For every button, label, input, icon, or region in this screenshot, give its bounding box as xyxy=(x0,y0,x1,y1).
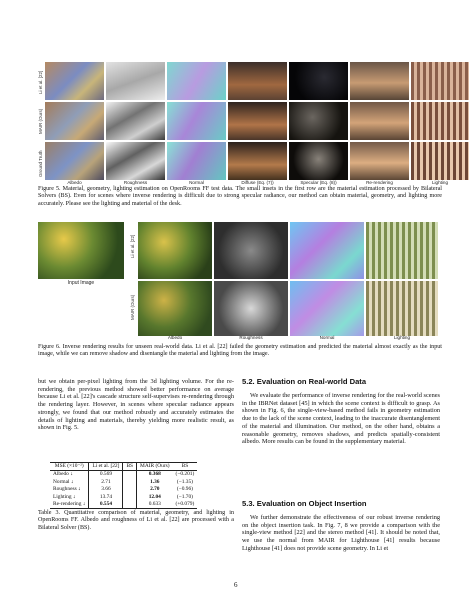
fig6-li-albedo xyxy=(138,222,212,279)
fig5-col-label-roughness: Roughness xyxy=(123,180,148,185)
fig6-col-label-lighting: Lighting xyxy=(393,335,411,340)
section-5-3-heading: 5.3. Evaluation on Object Insertion xyxy=(242,499,367,508)
table-row: Albedo ↓ 0.569 0.368 (−0.201) xyxy=(50,471,197,479)
fig6-mair-albedo xyxy=(138,281,212,336)
fig6-row-label-mair: MAIR (Ours) xyxy=(130,294,135,320)
fig6-col-label-albedo: Albedo xyxy=(167,335,183,340)
fig6-input-label: Input Image xyxy=(67,280,95,286)
fig5-gt-rerender xyxy=(350,142,409,180)
table3-header-mair: MAIR (Ours) xyxy=(137,463,173,471)
section-5-3-text: We further demonstrate the effectiveness of our robust inverse rendering on the object insertion task. In Fig. 7, 8 we provide a comparison with the single-view method [22] and the stereo method [41]. It should be noted that, we use the normal from MAIR for Lighthouse [41] results because Lighthouse [41] does not provide scene geometry. In Li et xyxy=(242,514,440,552)
figure-6 xyxy=(38,222,438,340)
fig5-col-label-albedo: Albedo xyxy=(67,180,82,185)
fig5-col-label-specular: Specular (Eq. (8)) xyxy=(300,180,337,185)
fig5-li-diffuse xyxy=(228,62,287,100)
fig5-li-specular xyxy=(289,62,348,100)
fig5-mair-rerender xyxy=(350,102,409,140)
fig5-row-label-mair: MAIR (Ours) xyxy=(38,108,43,134)
fig5-row-label-gt: Ground Truth xyxy=(38,150,43,177)
fig5-col-label-diffuse: Diffuse (Eq. (7)) xyxy=(241,180,274,185)
table3-header-li: Li et al. [22] xyxy=(89,463,123,471)
table3-header-mair-bs: BS xyxy=(173,463,198,471)
fig5-col-label-lighting: Lighting xyxy=(431,180,449,185)
fig5-mair-diffuse xyxy=(228,102,287,140)
figure-6-caption: Figure 6. Inverse rendering results for unseen real-world data. Li et al. [22] failed the geometry estimation and predicted the material almost exactly as the input image, while we can remove shadow and disentangle the material and lighting from the image. xyxy=(38,344,442,358)
fig5-li-albedo xyxy=(45,62,104,100)
fig6-col-label-roughness: Roughness xyxy=(239,335,263,340)
table-3-caption: Table 3. Quantitative comparison of material, geometry, and lighting in OpenRooms FF. Albedo and roughness of Li et al. [22] are processed with a Bilateral Solver (BS). xyxy=(38,510,234,531)
fig5-mair-specular xyxy=(289,102,348,140)
fig6-row-label-li: Li et al. [22] xyxy=(130,234,135,258)
table-3 xyxy=(50,462,197,509)
fig5-mair-roughness xyxy=(106,102,165,140)
fig6-input-image xyxy=(38,222,124,279)
table-row: Normal ↓ 2.71 1.36 (−1.35) xyxy=(50,479,197,486)
table3-header-li-bs: BS xyxy=(123,463,137,471)
fig6-mair-normal xyxy=(290,281,364,336)
fig6-li-roughness xyxy=(214,222,288,279)
section-5-2-text: We evaluate the performance of inverse rendering for the real-world scenes in the IBRNet dataset [45] in which the scene context is difficult to grasp. As shown in Fig. 6, the single-view-based method fails in geometry estimation due to the lack of the scene context, leading to the inaccurate disentanglement of the material and illumination. Our method, on the other hand, obtains a reasonable geometry, removes shadows, and predicts spatially-consistent albedo. More results can be found in the supplementary material. xyxy=(242,392,440,446)
page-number: 6 xyxy=(234,581,238,589)
figure-5 xyxy=(38,62,470,186)
fig5-mair-lighting xyxy=(411,102,469,140)
table-row: Lighting ↓ 13.74 12.04 (−1.70) xyxy=(50,494,197,501)
fig5-gt-albedo xyxy=(45,142,104,180)
fig5-gt-normal xyxy=(167,142,226,180)
fig5-gt-roughness xyxy=(106,142,165,180)
fig5-mair-albedo xyxy=(45,102,104,140)
fig5-row-label-li: Li et al. [22] xyxy=(38,70,43,94)
fig6-col-label-normal: Normal xyxy=(319,335,335,340)
fig5-gt-diffuse xyxy=(228,142,287,180)
table-row: Re-rendering ↓ 0.554 0.633 (+0.079) xyxy=(50,501,197,509)
fig5-li-normal xyxy=(167,62,226,100)
fig5-gt-specular xyxy=(289,142,348,180)
figure-5-caption: Figure 5. Material, geometry, lighting estimation on OpenRooms FF test data. The small insets in the first row are the material estimation processed by Bilateral Solvers (BS). Even for scenes where inverse rendering is difficult due to strong specular radiance, our method can obtain material, geometry, and lighting more accurately. Please see the lighting and material of the desk. xyxy=(38,186,442,207)
table3-header-metric: MSE (×10⁻²) xyxy=(50,463,89,471)
fig5-col-label-rerender: Re-rendering xyxy=(366,180,393,185)
fig5-li-rerender xyxy=(350,62,409,100)
fig6-mair-lighting xyxy=(366,281,438,336)
fig5-mair-normal xyxy=(167,102,226,140)
section-5-2-heading: 5.2. Evaluation on Real-world Data xyxy=(242,377,367,386)
table-row: Roughness ↓ 3.66 2.70 (−0.96) xyxy=(50,486,197,493)
fig5-li-roughness xyxy=(106,62,165,100)
fig6-li-lighting xyxy=(366,222,438,279)
fig5-gt-lighting xyxy=(411,142,469,180)
fig6-li-normal xyxy=(290,222,364,279)
left-paragraph: but we obtain per-pixel lighting from the 3d lighting volume. For the re-rendering, the previous method showed better performance on average because Li et al. [22]'s cascade structure self-supervises re-rendering through the rendering layer. However, in scenes where specular radiance appears strongly, we found that our method robustly and accurately estimates the details of lighting and materials, thereby yielding more realistic result, as shown in Fig. 5. xyxy=(38,378,234,432)
fig5-col-label-normal: Normal xyxy=(189,180,204,185)
fig6-mair-roughness xyxy=(214,281,288,336)
fig5-li-lighting xyxy=(411,62,469,100)
